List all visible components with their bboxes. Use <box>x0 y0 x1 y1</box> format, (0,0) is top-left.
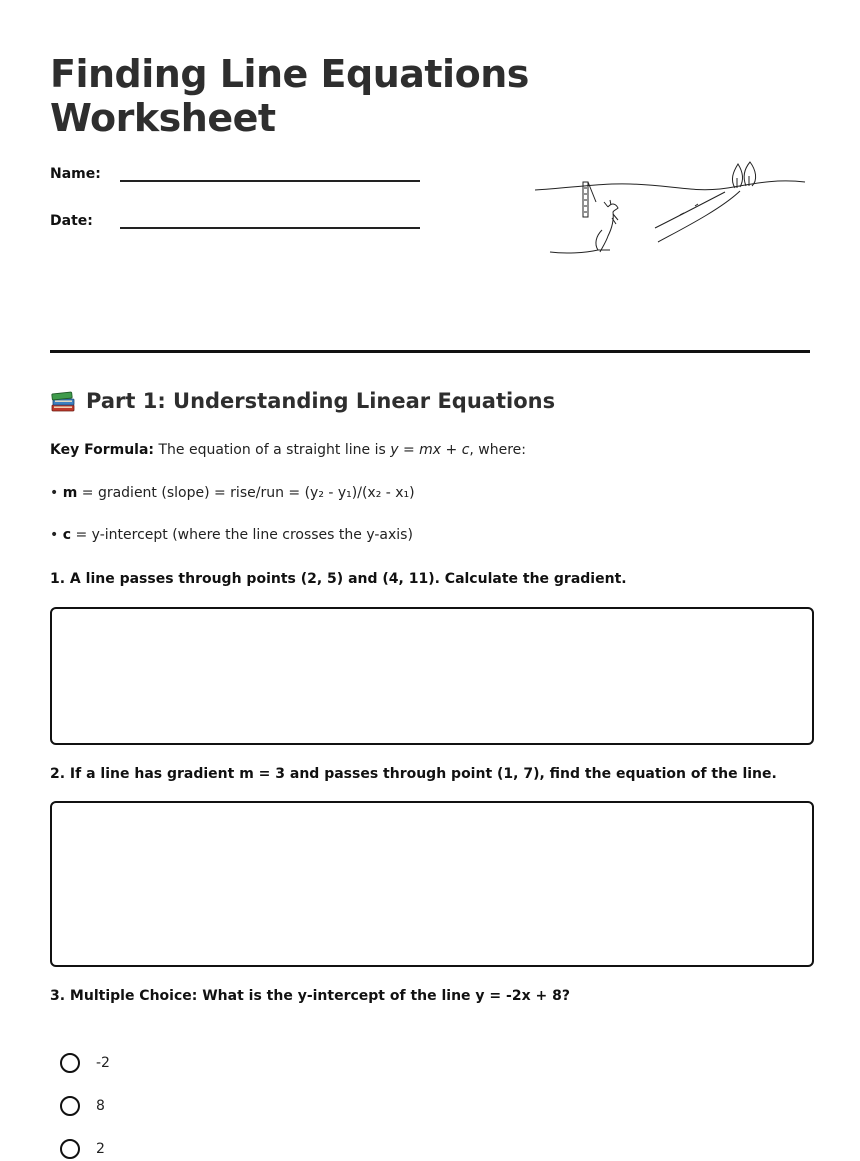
part1-title: Part 1: Understanding Linear Equations <box>86 389 556 413</box>
bullet-c-symbol: c <box>62 527 72 543</box>
section-divider <box>50 350 810 353</box>
radio-button[interactable] <box>60 1053 80 1073</box>
key-formula-label: Key Formula: <box>50 442 155 458</box>
q3-option-3[interactable] <box>60 1139 105 1159</box>
key-formula-tail: , where: <box>469 442 527 458</box>
q3-option-1[interactable] <box>60 1053 110 1073</box>
key-formula-equation: y = mx + c <box>390 442 470 458</box>
question-1: 1. A line passes through points (2, 5) and (4, 11). Calculate the gradient. <box>50 571 627 587</box>
bullet-m-text: = gradient (slope) = rise/run = (y₂ - y₁)/(x₂ - x₁) <box>81 485 415 501</box>
answer-box-2[interactable] <box>50 801 814 967</box>
kangaroo-landscape-illustration <box>530 150 810 265</box>
key-formula-line <box>50 442 526 458</box>
title-line-2: Worksheet <box>50 96 276 140</box>
date-label: Date: <box>50 213 93 229</box>
name-label: Name: <box>50 166 101 182</box>
q3-option-1-label: -2 <box>96 1055 110 1071</box>
question-3: 3. Multiple Choice: What is the y-intercept of the line y = -2x + 8? <box>50 988 570 1004</box>
part1-heading <box>50 388 555 414</box>
q3-option-3-label: 2 <box>96 1141 105 1157</box>
key-formula-text: The equation of a straight line is <box>158 442 386 458</box>
radio-button[interactable] <box>60 1096 80 1116</box>
bullet-intercept: • c = y-intercept (where the line crosses the y-axis) <box>50 527 413 543</box>
title-line-1: Finding Line Equations <box>50 52 529 96</box>
books-icon <box>50 388 76 414</box>
name-field[interactable] <box>120 180 420 182</box>
bullet-c-text: = y-intercept (where the line crosses the y-axis) <box>75 527 413 543</box>
question-2: 2. If a line has gradient m = 3 and passes through point (1, 7), find the equation of the line. <box>50 766 777 782</box>
worksheet-title <box>50 52 529 140</box>
bullet-gradient: • m = gradient (slope) = rise/run = (y₂ - y₁)/(x₂ - x₁) <box>50 485 415 501</box>
radio-button[interactable] <box>60 1139 80 1159</box>
q3-option-2[interactable] <box>60 1096 105 1116</box>
q3-option-2-label: 8 <box>96 1098 105 1114</box>
date-field[interactable] <box>120 227 420 229</box>
bullet-m-symbol: m <box>62 485 78 501</box>
answer-box-1[interactable] <box>50 607 814 745</box>
